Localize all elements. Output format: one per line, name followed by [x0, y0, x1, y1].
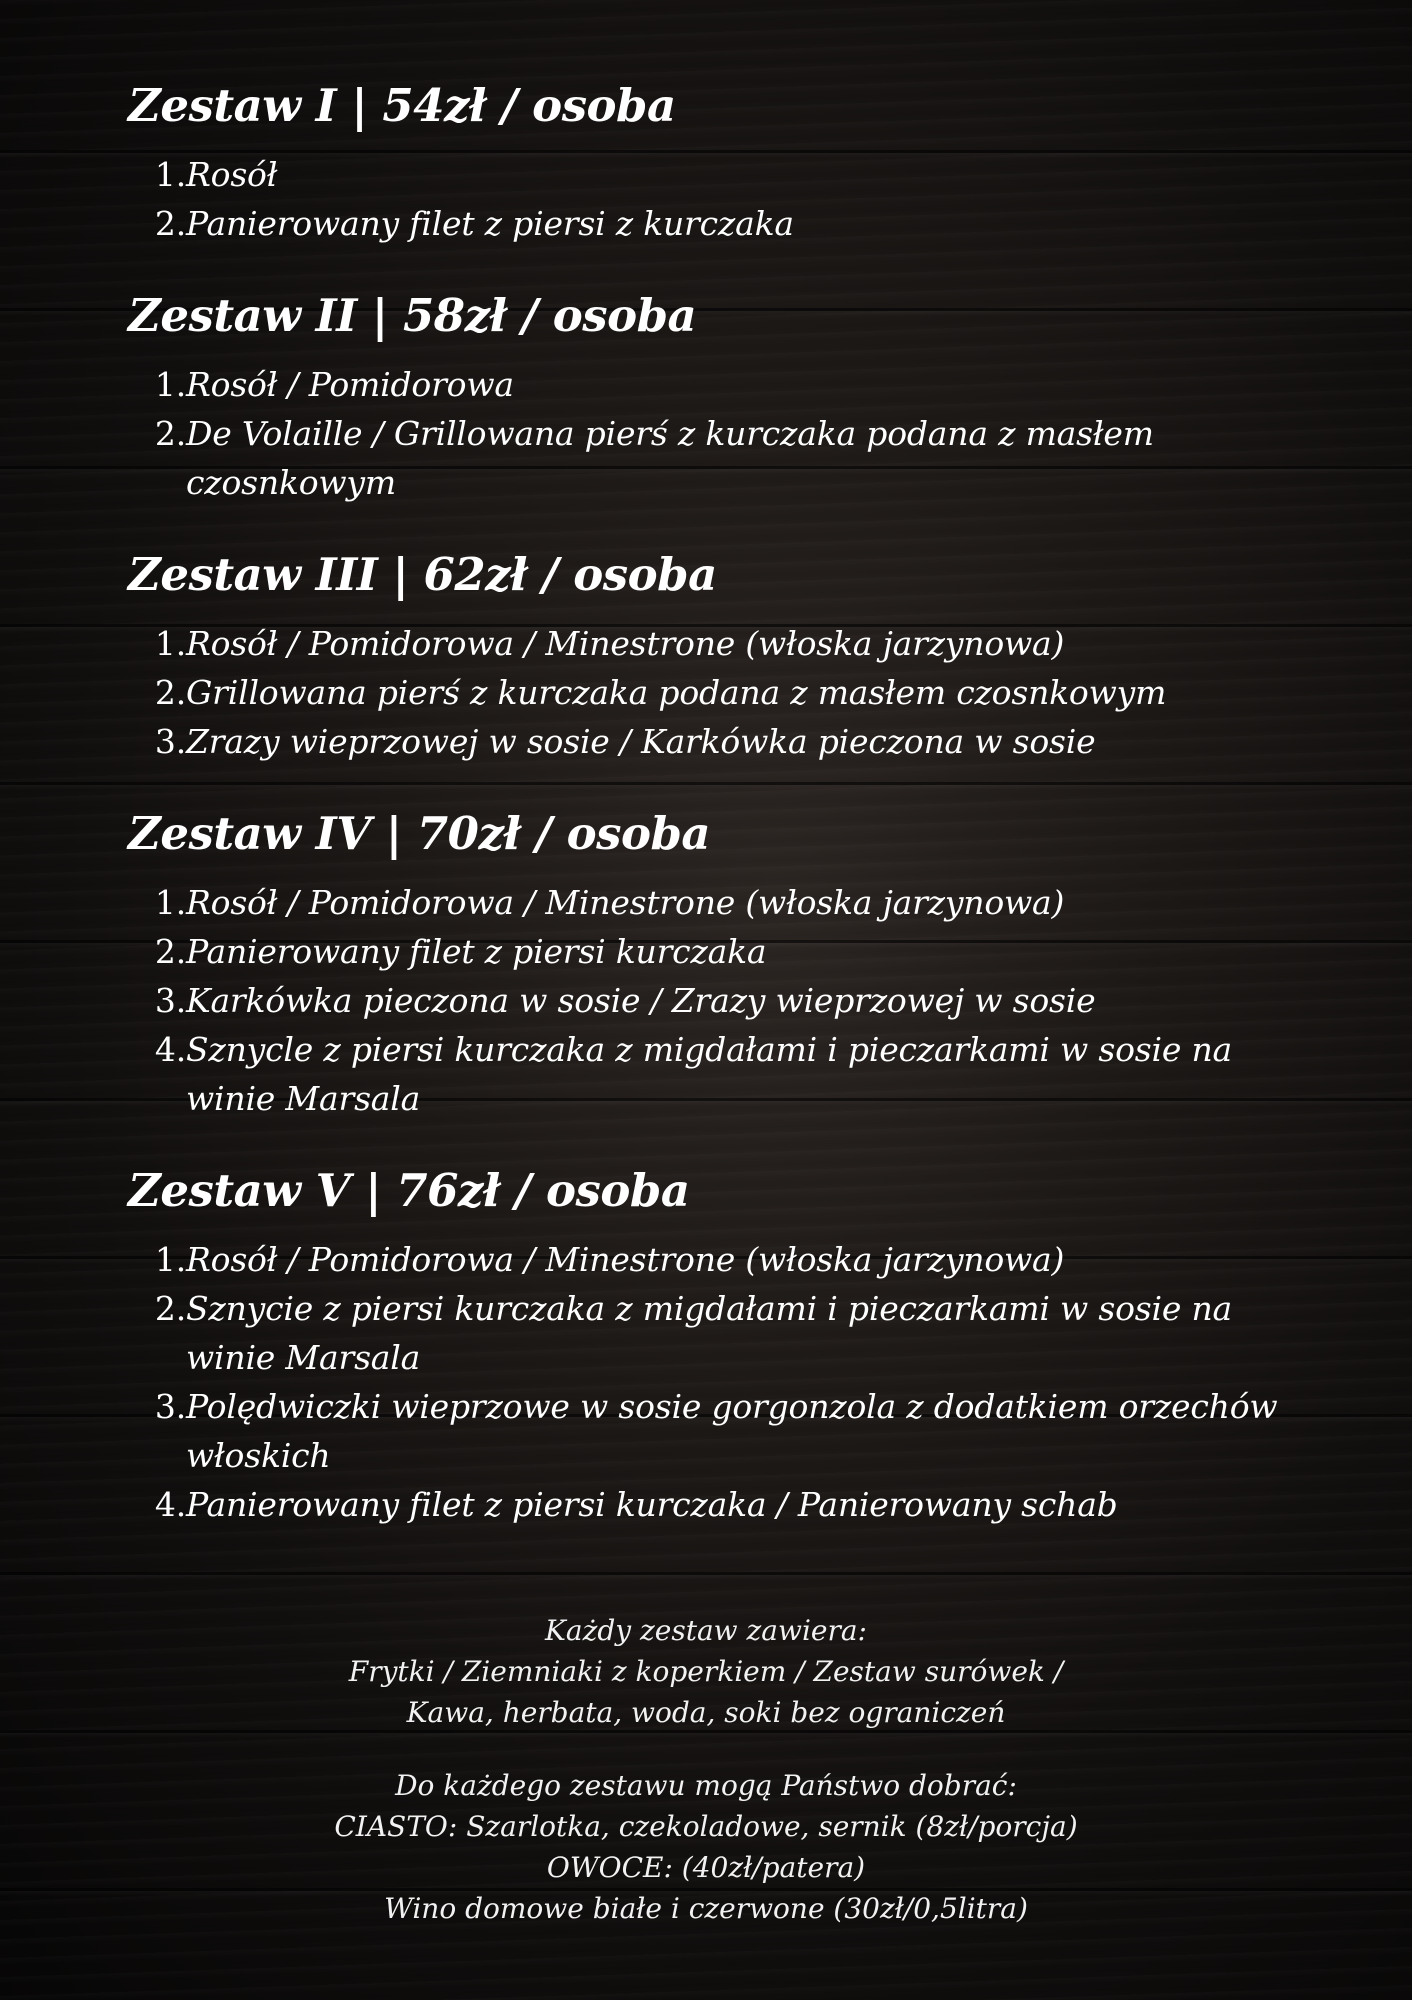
item-number: 1. — [154, 624, 186, 663]
extras-note — [0, 1765, 1412, 1929]
set-5 — [128, 1163, 1328, 1529]
menu-sets — [128, 78, 1328, 1569]
list-item — [128, 150, 1328, 199]
item-text: Rosół / Pomidorowa — [186, 365, 514, 404]
list-item — [128, 976, 1328, 1025]
set-title: Zestaw III | 62zł / osoba — [128, 548, 717, 601]
item-text: Sznycie z piersi kurczaka z migdałami i pieczarkami w sosie na winie Marsala — [186, 1289, 1233, 1377]
item-number: 4. — [154, 1030, 186, 1069]
set-title: Zestaw II | 58zł / osoba — [128, 289, 697, 342]
list-item — [128, 878, 1328, 927]
item-number: 2. — [154, 932, 186, 971]
item-number: 2. — [154, 673, 186, 712]
item-number: 4. — [154, 1485, 186, 1524]
set-4 — [128, 806, 1328, 1123]
list-item — [128, 619, 1328, 668]
item-text: Grillowana pierś z kurczaka podana z masłem czosnkowym — [186, 673, 1167, 712]
item-text: Rosół / Pomidorowa / Minestrone (włoska jarzynowa) — [186, 624, 1065, 663]
item-number: 2. — [154, 204, 186, 243]
set-title: Zestaw IV | 70zł / osoba — [128, 807, 711, 860]
item-text: Rosół / Pomidorowa / Minestrone (włoska jarzynowa) — [186, 1240, 1065, 1279]
list-item — [128, 1235, 1328, 1284]
set-2 — [128, 288, 1328, 507]
set-title: Zestaw V | 76zł / osoba — [128, 1164, 690, 1217]
list-item — [128, 717, 1328, 766]
item-text: Karkówka pieczona w sosie / Zrazy wieprzowej w sosie — [186, 981, 1096, 1020]
item-number: 3. — [154, 722, 186, 761]
set-3 — [128, 547, 1328, 766]
item-number: 1. — [154, 883, 186, 922]
list-item — [128, 668, 1328, 717]
set-items — [128, 360, 1328, 507]
item-number: 2. — [154, 1289, 186, 1328]
note-line: Frytki / Ziemniaki z koperkiem / Zestaw surówek / — [348, 1655, 1064, 1688]
item-number: 3. — [154, 981, 186, 1020]
set-title: Zestaw I | 54zł / osoba — [128, 79, 676, 132]
note-line: Do każdego zestawu mogą Państwo dobrać: — [395, 1769, 1017, 1802]
set-items — [128, 878, 1328, 1123]
note-line: Kawa, herbata, woda, soki bez ograniczeń — [406, 1696, 1006, 1729]
list-item — [128, 199, 1328, 248]
list-item — [128, 1480, 1328, 1529]
note-line: OWOCE: (40zł/patera) — [546, 1851, 866, 1884]
item-text: Zrazy wieprzowej w sosie / Karkówka pieczona w sosie — [186, 722, 1096, 761]
item-text: Rosół — [186, 155, 278, 194]
list-item — [128, 360, 1328, 409]
item-text: Polędwiczki wieprzowe w sosie gorgonzola z dodatkiem orzechów włoskich — [186, 1387, 1278, 1475]
list-item — [128, 1284, 1328, 1382]
item-number: 1. — [154, 1240, 186, 1279]
list-item — [128, 409, 1328, 507]
item-number: 1. — [154, 155, 186, 194]
set-items — [128, 619, 1328, 766]
included-note — [0, 1610, 1412, 1733]
item-text: Sznycle z piersi kurczaka z migdałami i pieczarkami w sosie na winie Marsala — [186, 1030, 1233, 1118]
list-item — [128, 927, 1328, 976]
item-number: 2. — [154, 414, 186, 453]
item-number: 3. — [154, 1387, 186, 1426]
item-text: Rosół / Pomidorowa / Minestrone (włoska jarzynowa) — [186, 883, 1065, 922]
list-item — [128, 1025, 1328, 1123]
item-text: De Volaille / Grillowana pierś z kurczaka podana z masłem czosnkowym — [186, 414, 1154, 502]
note-line: Każdy zestaw zawiera: — [545, 1614, 867, 1647]
item-text: Panierowany filet z piersi kurczaka / Panierowany schab — [186, 1485, 1118, 1524]
item-number: 1. — [154, 365, 186, 404]
set-items — [128, 150, 1328, 248]
list-item — [128, 1382, 1328, 1480]
note-line: CIASTO: Szarlotka, czekoladowe, sernik (8zł/porcja) — [334, 1810, 1078, 1843]
set-1 — [128, 78, 1328, 248]
item-text: Panierowany filet z piersi z kurczaka — [186, 204, 794, 243]
item-text: Panierowany filet z piersi kurczaka — [186, 932, 767, 971]
set-items — [128, 1235, 1328, 1529]
note-line: Wino domowe białe i czerwone (30zł/0,5litra) — [384, 1892, 1028, 1925]
